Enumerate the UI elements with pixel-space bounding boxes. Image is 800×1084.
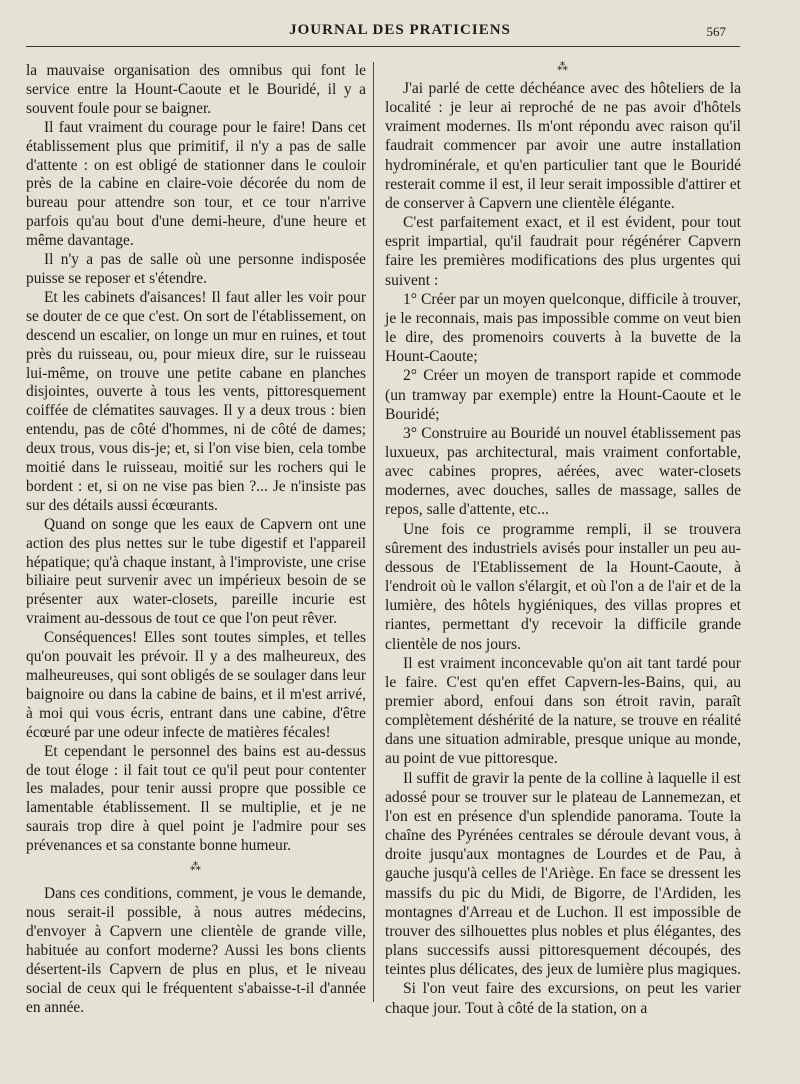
page-header bbox=[0, 22, 800, 46]
page-number: 567 bbox=[706, 24, 726, 39]
paragraph: la mauvaise organisation des omnibus qui font le service entre la Hount-Caoute et le Bouridé, il y a souvent foule pour se baigner. bbox=[26, 62, 366, 117]
paragraph: Dans ces conditions, comment, je vous le demande, nous serait-il possible, à nous autres médecins, d'envoyer à Capvern une clientèle de grande ville, habituée au confort moderne? Aussi les bons clients désertent-ils Capvern de plus en plus, et le niveau social de ceux qui le fréquentent s'abaisse-t-il d'année en année. bbox=[26, 885, 366, 1016]
paragraph: J'ai parlé de cette déchéance avec des hôteliers de la localité : je leur ai reproché de ne pas avoir d'hôtels vraiment modernes. Ils m'ont répondu avec raison qu'il faudrait commencer par avoir une autre installation hydrominérale, et qu'en particulier tant que le Bouridé resterait comme il est, il leur serait impossible d'attirer et de conserver à Capvern une clientèle élégante. bbox=[385, 80, 741, 212]
paragraph: 1° Créer par un moyen quelconque, difficile à trouver, je le reconnais, mais pas impossible comme on veut bien le dire, des promenoirs couverts à la buvette de la Hount-Caoute; bbox=[385, 290, 741, 366]
paragraph: Il suffit de gravir la pente de la colline à laquelle il est adossé pour se trouver sur le plateau de Lannemezan, et l'on est en présence d'un splendide panorama. Toute la chaîne des Pyrénées centrales se déroule devant vous, à droite jusqu'aux montagnes de Lourdes et de Pau, à gauche jusqu'à celles de l'Ariège. En face se dressent les massifs du pic du Midi, de Bigorre, de l'Ardiden, les montagnes d'Arreau et de Luchon. Il est impossible de trouver des silhouettes plus nobles et plus élégantes, des plans successifs aussi pittoresquement découpés, des teintes plus délicates, des jeux de lumière plus magiques. bbox=[385, 769, 741, 979]
paragraph: 2° Créer un moyen de transport rapide et commode (un tramway par exemple) entre la Hount-Caoute et le Bouridé; bbox=[385, 367, 741, 423]
section-separator: ⁂ bbox=[190, 861, 202, 874]
paragraph: Conséquences! Elles sont toutes simples, et telles qu'on pouvait les prévoir. Il y a des malheureux, des malheureuses, qui sont obligés de se soulager dans leur baignoire ou dans la cabine de bains, et il m'est arrivé, à moi qui vous écris, entrant dans une cabine, d'être écœuré par une odeur infecte de matières fécales! bbox=[26, 629, 366, 741]
paragraph: C'est parfaitement exact, et il est évident, pour tout esprit impartial, qu'il faudrait pour régénérer Capvern faire les premières modifications des plus urgentes qui suivent : bbox=[385, 214, 741, 289]
paragraph: Si l'on veut faire des excursions, on peut les varier chaque jour. Tout à côté de la station, on a bbox=[385, 980, 741, 1017]
left-column bbox=[26, 62, 366, 1017]
header-rule bbox=[26, 46, 740, 47]
paragraph: Une fois ce programme rempli, il se trouvera sûrement des industriels avisés pour installer un peu au-dessous de l'Etablissement de la Hount-Caoute, à l'endroit où le vallon s'élargit, et où l'on a de l'air et de la lumière, des hôtels hygiéniques, des villas propres et riantes, permettant d'y recevoir la difficile grande clientèle de nos jours. bbox=[385, 520, 741, 653]
paragraph: Et les cabinets d'aisances! Il faut aller les voir pour se douter de ce que c'est. On sort de l'établissement, on descend un escalier, on longe un mur en ruines, et tout près du ruisseau, ou, pour mieux dire, sur le ruisseau lui-même, on trouve une petite cabane en planches disjointes, ouverte à tous les vents, pittoresquement coiffée de clématites sauvages. Il y a deux trous : bien entendu, pas de côté d'hommes, ni de côté de dames; deux trous, vous dis-je; et, si l'on vise bien, cela tombe moitié dans le ruisseau, moitié sur les rochers qui le bordent : et, si on ne vise pas bien ?... Je n'insiste pas sur des détails aussi écœurants. bbox=[26, 288, 366, 514]
right-column bbox=[385, 62, 741, 1018]
paragraph: 3° Construire au Bouridé un nouvel établissement pas luxueux, pas architectural, mais vraiment confortable, avec cabines propres, aérées, avec water-closets modernes, avec douches, salles de massage, salles de repos, salle d'attente, etc... bbox=[385, 424, 741, 519]
paragraph: Il est vraiment inconcevable qu'on ait tant tardé pour le faire. C'est qu'en effet Capvern-les-Bains, qui, au premier abord, enfoui dans son étroit ravin, paraît complètement déshérité de la nature, se trouve en réalité dans une situation admirable, presque unique au monde, au point de vue pittoresque. bbox=[385, 654, 741, 768]
paragraph: Il n'y a pas de salle où une personne indisposée puisse se reposer et s'étendre. bbox=[26, 251, 366, 287]
paragraph: Quand on songe que les eaux de Capvern ont une action des plus nettes sur le tube digestif et l'appareil hépatique; qu'à chaque instant, à l'improviste, une crise biliaire peut survenir avec un impérieux besoin de se présenter aux water-closets, pareille incurie est vraiment au-dessous de tout ce que l'on peut rêver. bbox=[26, 515, 366, 628]
paragraph: Et cependant le personnel des bains est au-dessus de tout éloge : il fait tout ce qu'il peut pour contenter les malades, pour tenir aussi propre que possible ce lamentable établissement. Il se multiplie, et je ne saurais trop dire à quel point je l'admire pour ses prévenances et sa constante bonne humeur. bbox=[26, 742, 366, 855]
journal-title: JOURNAL DES PRATICIENS bbox=[289, 22, 511, 38]
paragraph: Il faut vraiment du courage pour le faire! Dans cet établissement plus que primitif, il n'y a pas de salle d'attente : on est obligé de stationner dans le couloir près de la cabine en claire-voie décorée du nom de bureau pour attendre son tour, et ce tour n'arrive parfois qu'au bout d'une demi-heure, d'une heure et même davantage. bbox=[26, 118, 366, 250]
column-divider bbox=[373, 62, 374, 1002]
section-separator: ⁂ bbox=[557, 61, 569, 73]
